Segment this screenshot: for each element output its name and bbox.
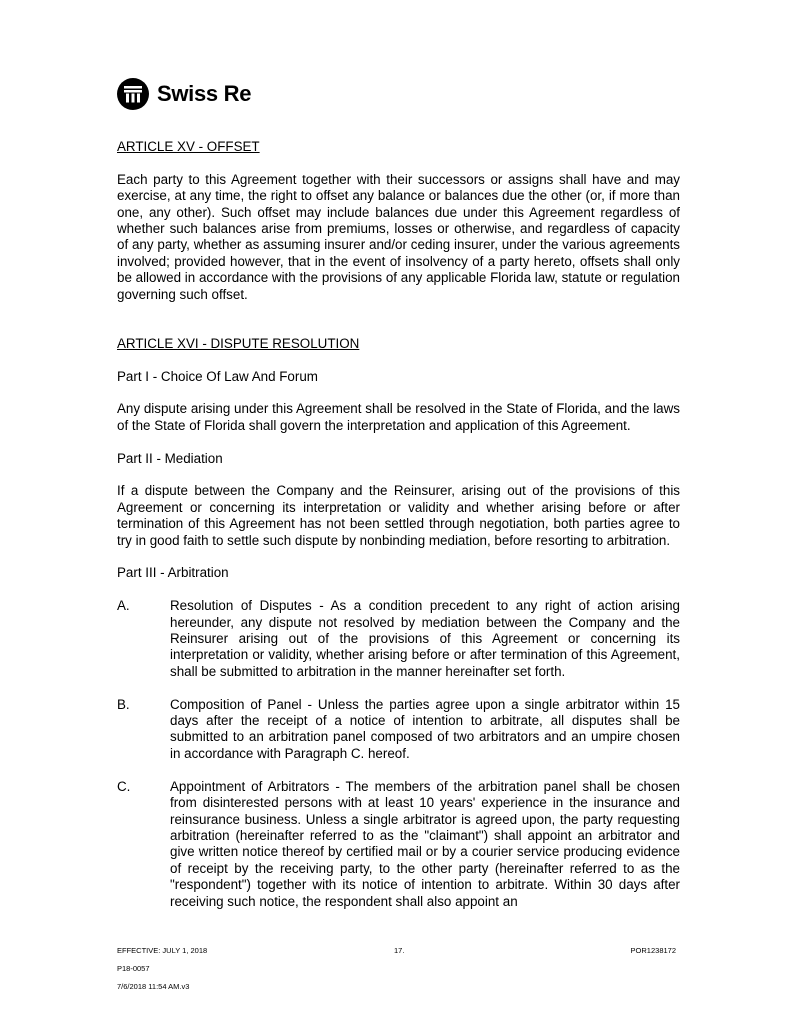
item-letter: C. bbox=[117, 778, 131, 794]
document-body bbox=[117, 139, 680, 910]
item-letter: B. bbox=[117, 696, 130, 712]
item-text: Resolution of Disputes - As a condition precedent to any right of action arising hereunder, any dispute not resolved by mediation between the Company and the Reinsurer arising out of the provisions of this Agreement or concerning its interpretation or validity, whether arising before or after termination of this Agreement, shall be submitted to arbitration in the manner hereinafter set forth. bbox=[170, 598, 680, 679]
article-15-body: Each party to this Agreement together with their successors or assigns shall have and may exercise, at any time, the right to offset any balance or balances due the other (or, if more than one, any other). Such offset may include balances due under this Agreement regardless of whether such balances arise from premiums, losses or otherwise, and regardless of capacity of any party, whether as assuming insurer and/or ceding insurer, under the various agreements involved; provided however, that in the event of insolvency of a party hereto, offsets shall only be allowed in accordance with the provisions of any applicable Florida law, statute or regulation governing such offset. bbox=[117, 171, 680, 302]
arbitration-item-b bbox=[117, 697, 680, 763]
footer-reference: POR1238172 bbox=[630, 946, 676, 955]
item-text: Composition of Panel - Unless the parties agree upon a single arbitrator within 15 days after the receipt of a notice of intention to arbitrate, all disputes shall be submitted to an arbitration panel composed of two arbitrators and an umpire chosen in accordance with Paragraph C. hereof. bbox=[170, 696, 680, 761]
item-text: Appointment of Arbitrators - The members of the arbitration panel shall be chosen from disinterested persons with at least 10 years' experience in the insurance and reinsurance business. Unless a single arbitrator is agreed upon, the party requesting arbitration (hereinafter referred to as the "claimant") shall appoint an arbitrator and give written notice thereof by certified mail or by a courier service producing evidence of receipt by the receiving party, to the other party (hereinafter referred to as the "respondent") together with its notice of intention to arbitrate. Within 30 days after receiving such notice, the respondent shall also appoint an bbox=[170, 778, 680, 909]
part-1-body: Any dispute arising under this Agreement shall be resolved in the State of Florida, and the laws of the State of Florida shall govern the interpretation and application of this Agreement. bbox=[117, 401, 680, 433]
item-letter: A. bbox=[117, 598, 130, 614]
article-15-heading: ARTICLE XV - OFFSET bbox=[117, 139, 260, 154]
footer-page-number: 17. bbox=[394, 946, 405, 955]
part-2-title: Part II - Mediation bbox=[117, 450, 223, 466]
footer-timestamp: 7/6/2018 11:54 AM.v3 bbox=[117, 982, 190, 991]
arbitration-item-c bbox=[117, 779, 680, 910]
arbitration-item-a bbox=[117, 598, 680, 680]
footer-code: P18-0057 bbox=[117, 964, 150, 973]
part-1-title: Part I - Choice Of Law And Forum bbox=[117, 368, 318, 384]
page-footer bbox=[117, 946, 680, 991]
article-16-heading: ARTICLE XVI - DISPUTE RESOLUTION bbox=[117, 335, 360, 351]
part-3-title: Part III - Arbitration bbox=[117, 565, 229, 581]
swiss-re-logo-icon bbox=[117, 78, 149, 110]
swiss-re-logo bbox=[117, 78, 251, 110]
footer-effective-date: EFFECTIVE: JULY 1, 2018 bbox=[117, 946, 208, 955]
logo-text: Swiss Re bbox=[157, 81, 252, 106]
part-2-body: If a dispute between the Company and the Reinsurer, arising out of the provisions of this Agreement or concerning its interpretation or validity and whether arising before or after termination of this Agreement has not been settled through negotiation, both parties agree to try in good faith to settle such dispute by nonbinding mediation, before resorting to arbitration. bbox=[117, 483, 680, 548]
